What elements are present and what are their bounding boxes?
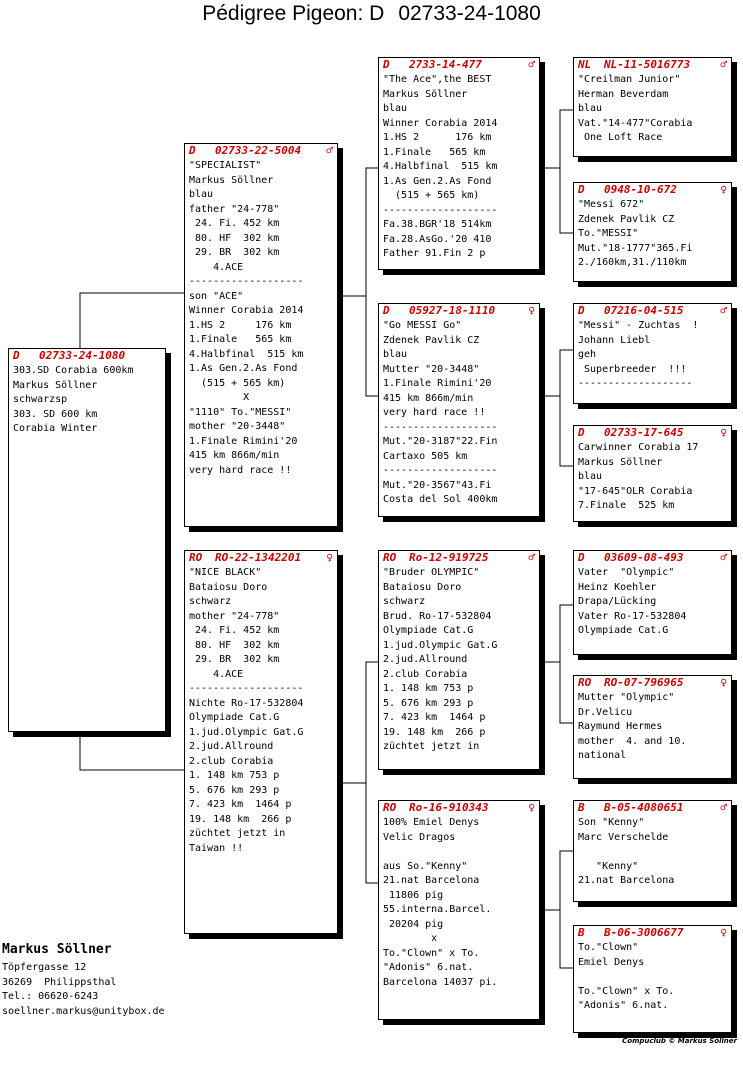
ring-number: Ro-16-910343 [409, 801, 489, 814]
card-header [574, 304, 731, 318]
connector-ds-ggp [538, 605, 575, 723]
ring-number: NL-11-5016773 [604, 58, 691, 71]
ring-number: 05927-18-1110 [409, 304, 496, 317]
breeder-info [2, 942, 165, 1019]
card-details: "Go MESSI Go" Zdenek Pavlik CZ blau Mutter "20-3448" 1.Finale Rimini'20 415 km 866m/min very hard race !! ------------------- Mut."20-3187"22.Fin Cartaxo 505 km ------------------- Mut."20-3567"43.Fi Costa del Sol 400km [383, 320, 498, 505]
ring-number: Ro-12-919725 [409, 551, 489, 564]
pigeon-card-dds[interactable] [573, 800, 732, 902]
card-header [574, 676, 731, 690]
copyright-note: Compuclub © Markus Söllner [622, 1037, 737, 1045]
country-code: D [578, 551, 585, 564]
card-details: "Messi" - Zuchtas ! Johann Liebl geh Superbreeder !!! ------------------- [578, 320, 699, 389]
country-code: D [189, 144, 196, 157]
card-details: "Messi 672" Zdenek Pavlik CZ To."MESSI" Mut."18-1777"365.Fi 2./160km,31./110km [578, 199, 693, 268]
card-header [574, 801, 731, 815]
pigeon-card-dd[interactable] [378, 800, 540, 1020]
card-header [574, 551, 731, 565]
ring-number: 07216-04-515 [604, 304, 684, 317]
male-icon: ♂ [528, 58, 535, 71]
breeder-email[interactable]: soellner.markus@unitybox.de [2, 1005, 165, 1017]
connector-dd-ggp [538, 851, 575, 968]
card-header [379, 304, 539, 318]
pigeon-card-sds[interactable] [573, 303, 732, 404]
card-details: 303.SD Corabia 600km Markus Söllner schwarzsp 303. SD 600 km Corabia Winter [13, 365, 134, 434]
ring-number: B-06-3006677 [604, 926, 684, 939]
connector-subject-sire [80, 293, 186, 348]
pigeon-card-dam[interactable] [184, 550, 338, 934]
country-code: RO [383, 801, 397, 814]
country-code: B [578, 926, 585, 939]
ring-number: 2733-14-477 [409, 58, 482, 71]
card-details: Carwinner Corabia 17 Markus Söllner blau "17-645"OLR Corabia 7.Finale 525 km [578, 442, 699, 511]
pigeon-card-sss[interactable] [573, 57, 732, 157]
card-details: Vater "Olympic" Heinz Koehler Drapa/Lücking Vater Ro-17-532804 Olympiade Cat.G [578, 567, 687, 636]
female-icon: ♀ [720, 183, 727, 196]
card-details: "Creilman Junior" Herman Beverdam blau Vat."14-477"Corabia One Loft Race [578, 74, 693, 143]
card-details: Mutter "Olympic" Dr.Velicu Raymund Hermes mother 4. and 10. national [578, 692, 687, 761]
breeder-name: Markus Söllner [2, 942, 112, 957]
ring-number: B-05-4080651 [604, 801, 684, 814]
female-icon: ♀ [326, 551, 333, 564]
pigeon-card-dsd[interactable] [573, 675, 732, 779]
pigeon-card-dss[interactable] [573, 550, 732, 655]
card-header [574, 426, 731, 440]
card-header [379, 801, 539, 815]
ring-number: 03609-08-493 [604, 551, 684, 564]
female-icon: ♀ [528, 304, 535, 317]
country-code: D [578, 183, 585, 196]
country-code: D [578, 426, 585, 439]
card-header [185, 144, 337, 158]
card-header [574, 926, 731, 940]
card-header [379, 58, 539, 72]
country-code: D [383, 58, 390, 71]
title-label: Pédigree Pigeon: D [202, 2, 385, 25]
breeder-phone: Tel.: 06620-6243 [2, 991, 99, 1002]
pigeon-card-subject[interactable] [8, 348, 166, 732]
country-code: B [578, 801, 585, 814]
country-code: D [578, 304, 585, 317]
pigeon-card-ddd[interactable] [573, 925, 732, 1033]
male-icon: ♂ [720, 801, 727, 814]
card-details: "Bruder OLYMPIC" Bataiosu Doro schwarz Brud. Ro-17-532804 Olympiade Cat.G 1.jud.Olympic Gat.G 2.jud.Allround 2.club Corabia 1. 148 km 753 p 5. 676 km 293 p 7. 423 km 1464 p 19. 148 km 266 p züchtet jetzt in [383, 567, 498, 752]
pigeon-card-ss[interactable] [378, 57, 540, 270]
connector-sd-ggp [538, 350, 575, 466]
pigeon-card-sire[interactable] [184, 143, 338, 527]
country-code: RO [578, 676, 592, 689]
connector-sire-ss [336, 168, 380, 296]
country-code: D [383, 304, 390, 317]
breeder-city: 36269 Philippsthal [2, 976, 117, 988]
female-icon: ♀ [528, 801, 535, 814]
connector-subject-dam [80, 730, 186, 770]
card-details: 100% Emiel Denys Velic Dragos aus So."Kenny" 21.nat Barcelona 11806 pig 55.interna.Barcel. 20204 pig x To."Clown" x To. "Adonis" 6.nat. Barcelona 14037 pi. [383, 817, 498, 988]
card-header [574, 58, 731, 72]
male-icon: ♂ [720, 304, 727, 317]
ring-number: 02733-24-1080 [39, 349, 126, 362]
country-code: NL [578, 58, 592, 71]
country-code: RO [189, 551, 203, 564]
female-icon: ♀ [720, 426, 727, 439]
female-icon: ♀ [720, 926, 727, 939]
card-header [185, 551, 337, 565]
ring-number: RO-07-796965 [604, 676, 684, 689]
connector-ss-ggp [538, 110, 575, 233]
connector-dam-ds [336, 662, 380, 783]
card-details: Son "Kenny" Marc Verschelde "Kenny" 21.nat Barcelona [578, 817, 675, 886]
ring-number: 02733-22-5004 [215, 144, 302, 157]
ring-number: 02733-17-645 [604, 426, 684, 439]
ring-number: RO-22-1342201 [215, 551, 302, 564]
female-icon: ♀ [720, 676, 727, 689]
pigeon-card-ds[interactable] [378, 550, 540, 770]
card-details: "The Ace",the BEST Markus Söllner blau Winner Corabia 2014 1.HS 2 176 km 1.Finale 565 km 4.Halbfinal 515 km 1.As Gen.2.As Fond (515 + 565 km) ------------------- Fa.38.BGR'18 514km Fa.28.AsGo.'20 410 Father 91.Fin 2 p [383, 74, 498, 259]
country-code: D [13, 349, 20, 362]
pigeon-card-sdd[interactable] [573, 425, 732, 522]
card-details: To."Clown" Emiel Denys To."Clown" x To. "Adonis" 6.nat. [578, 942, 675, 1011]
pigeon-card-sd[interactable] [378, 303, 540, 517]
pigeon-card-ssd[interactable] [573, 182, 732, 282]
card-details: "NICE BLACK" Bataiosu Doro schwarz mother "24-778" 24. Fi. 452 km 80. HF 302 km 29. BR 302 km 4.ACE ------------------- Nichte Ro-17-532804 Olympiade Cat.G 1.jud.Olympic Gat.G 2.jud.Allround 2.club Corabia 1. 148 km 753 p 5. 676 km 293 p 7. 423 km 1464 p 19. 148 km 266 p züchtet jetzt in Taiwan !! [189, 567, 304, 854]
male-icon: ♂ [528, 551, 535, 564]
card-header [379, 551, 539, 565]
card-details: "SPECIALIST" Markus Söllner blau father "24-778" 24. Fi. 452 km 80. HF 302 km 29. BR 302 km 4.ACE ------------------- son "ACE" Winner Corabia 2014 1.HS 2 176 km 1.Finale 565 km 4.Halbfinal 515 km 1.As Gen.2.As Fond (515 + 565 km) X "1110" To."MESSI" mother "20-3448" 1.Finale Rimini'20 415 km 866m/min very hard race !! [189, 160, 304, 476]
country-code: RO [383, 551, 397, 564]
male-icon: ♂ [720, 58, 727, 71]
title-number: 02733-24-1080 [398, 2, 541, 25]
breeder-street: Töpfergasse 12 [2, 962, 87, 973]
ring-number: 0948-10-672 [604, 183, 677, 196]
male-icon: ♂ [720, 551, 727, 564]
card-header [9, 349, 165, 363]
card-header [574, 183, 731, 197]
male-icon: ♂ [326, 144, 333, 157]
